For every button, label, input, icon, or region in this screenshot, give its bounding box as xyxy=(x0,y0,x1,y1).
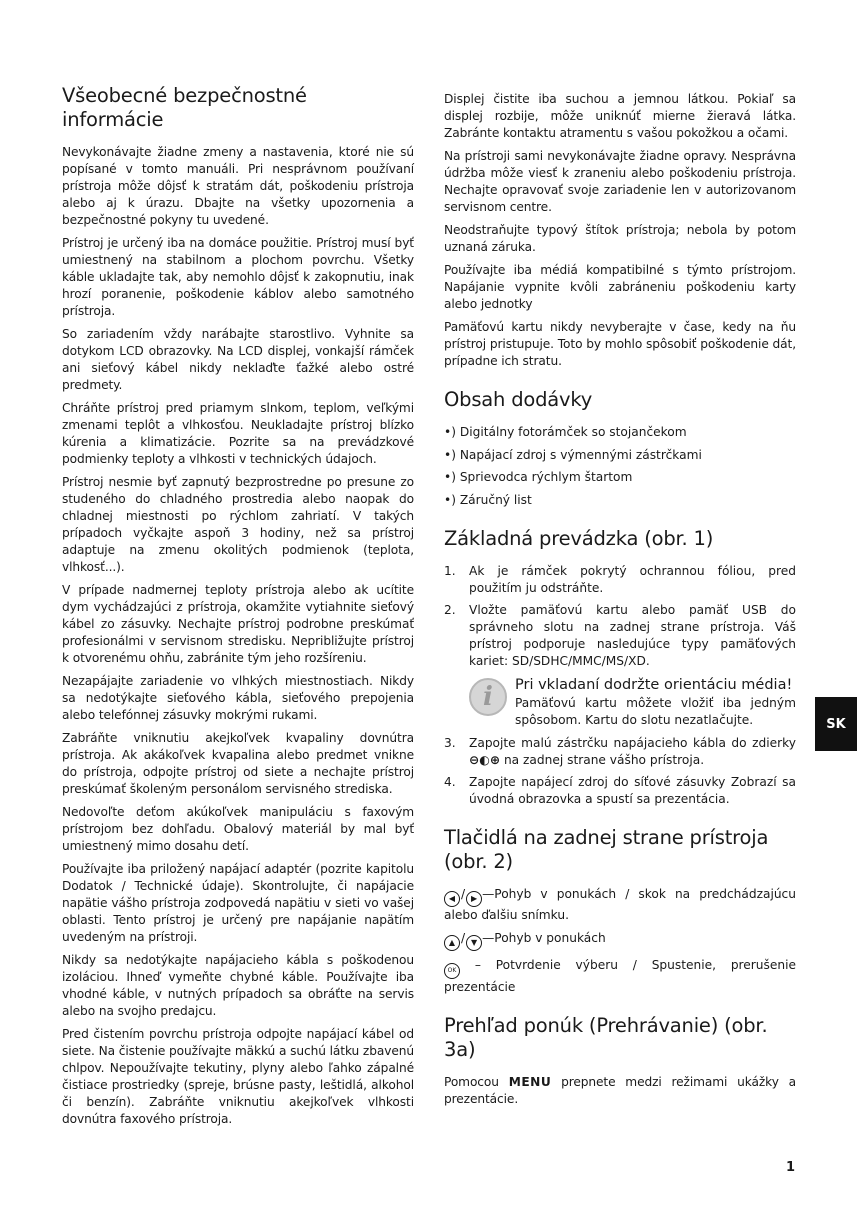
info-icon: i xyxy=(469,678,507,716)
step-text: Zapojte malú zástrčku napájacieho kábla do zdierky xyxy=(469,735,796,750)
step-number: 2. xyxy=(444,603,456,617)
down-button-icon: ▼ xyxy=(466,935,482,951)
menu-text: prepnete medzi režimami ukážky a prezentácie. xyxy=(444,1075,796,1106)
paragraph: V prípade nadmernej teploty prístroja alebo ak ucítite dym vychádzajúci z prístroja, okamžite vytiahnite sieťový kábel zo zásuvky. Nechajte prístroj podrobne preskúmať profesionálmi v servisnom stredisku. Nepribližujte prístroj k otvorenému ohňu, zabránite tým jeho rozšíreniu. xyxy=(62,583,414,665)
menu-keyword: MENU xyxy=(508,1075,552,1089)
paragraph: Neodstraňujte typový štítok prístroja; nebola by potom uznaná záruka. xyxy=(444,223,796,254)
button-description: – Potvrdenie výberu / Spustenie, prerušenie prezentácie xyxy=(444,958,796,994)
note-heading: Pri vkladaní dodržte orientáciu média! xyxy=(515,676,793,693)
button-description-row xyxy=(444,886,796,924)
step-text: Ak je rámček pokrytý ochrannou fóliou, pred použitím ju odstráňte. xyxy=(469,563,796,595)
steps-list xyxy=(444,563,796,671)
step-number: 1. xyxy=(444,563,456,578)
step-number: 4. xyxy=(444,775,456,789)
step-text: na zadnej strane vášho prístroja. xyxy=(503,752,705,767)
list-item: •) Napájací zdroj s výmennými zástrčkami xyxy=(444,447,702,462)
section-heading-menu: Prehľad ponúk (Prehrávanie) (obr. 3a) xyxy=(444,1014,768,1061)
paragraph: Nevykonávajte žiadne zmeny a nastavenia, ktoré nie sú popísané v tomto manuáli. Pri nesprávnom používaní prístroja môže dôjsť k stratám dát, poškodeniu prístroja alebo aj k úrazu. Dbajte na všetky upozornenia a bezpečnostné pokyny tu uvedené. xyxy=(62,145,414,227)
button-description: —Pohyb v ponukách xyxy=(482,931,606,945)
paragraph: Nikdy sa nedotýkajte napájacieho kábla s poškodenou izoláciou. Ihneď vymeňte chybné káble. Používajte iba vhodné káble, v nutných prípadoch sa obráťte na servis alebo na svojho predajcu. xyxy=(62,953,414,1018)
paragraph: Na prístroji sami nevykonávajte žiadne opravy. Nesprávna údržba môže viesť k zraneniu alebo poškodeniu prístroja. Nechajte opravovať svoje zariadenie len v autorizovanom servisnom centre. xyxy=(444,149,796,214)
list-item xyxy=(444,735,796,769)
right-button-icon: ▶ xyxy=(466,891,482,907)
paragraph: Nedovoľte deťom akúkoľvek manipuláciu s faxovým prístrojom bez dohľadu. Obalový materiál by mal byť umiestnený mimo dosahu detí. xyxy=(62,805,414,853)
step-text: Zapojte napájecí zdroj do síťové zásuvky Zobrazí sa úvodná obrazovka a spustí sa prezentácia. xyxy=(469,775,796,806)
steps-list-continued xyxy=(444,735,796,809)
contents-list xyxy=(444,424,796,509)
paragraph: Prístroj nesmie byť zapnutý bezprostredne po presune zo studeného do chladného prostredia alebo naopak do chladnej miestnosti po rýchlom zahriatí. V takých prípadoch vyčkajte aspoň 3 hodiny, než sa prístroj adaptuje na zmenu okolitých podmienok (teplota, vlhkosť...). xyxy=(62,475,414,574)
button-description-row xyxy=(444,957,796,996)
paragraph: Pred čistením povrchu prístroja odpojte napájací kábel od siete. Na čistenie používajte mäkkú a suchú látku zbavenú chlpov. Nepoužívajte tekutiny, plyny alebo ľahko zápalné čistiace prostriedky (spreje, brúsne pasty, leštidlá, alkohol či benzín). Zabráňte vniknutiu akejkoľvek vlhkosti dovnútra faxového prístroja. xyxy=(62,1027,414,1126)
left-button-icon: ◀ xyxy=(444,891,460,907)
info-note xyxy=(469,676,796,729)
note-text: Pamäťovú kartu môžete vložiť iba jedným spôsobom. Kartu do slotu nezatlačujte. xyxy=(515,695,796,727)
separator: / xyxy=(461,931,466,945)
ok-button-icon: OK xyxy=(444,963,460,979)
paragraph: Pamäťovú kartu nikdy nevyberajte v čase, kedy na ňu prístroj pristupuje. Toto by mohlo spôsobiť poškodenie dát, prípadne ich stratu. xyxy=(444,320,796,368)
list-item: •) Digitálny fotorámček so stojančekom xyxy=(444,425,687,439)
left-column xyxy=(62,84,414,1134)
step-text: Vložte pamäťovú kartu alebo pamäť USB do správneho slotu na zadnej strane prístroja. Váš prístroj podporuje nasledujúce typy pamäťových kariet: SD/SDHC/MMC/MS/XD. xyxy=(469,603,796,668)
polarity-symbol: ⊖◐⊕ xyxy=(469,752,501,767)
list-item: •) Sprievodca rýchlym štartom xyxy=(444,470,633,484)
list-item xyxy=(444,602,796,670)
button-description: —Pohyb v ponukách / skok na predchádzajúcu alebo ďalšiu snímku. xyxy=(444,887,796,922)
list-item xyxy=(444,774,796,808)
language-tab: SK xyxy=(815,697,857,751)
paragraph: Nezapájajte zariadenie vo vlhkých miestnostiach. Nikdy sa nedotýkajte sieťového kábla, sieťového prepojenia alebo telefónnej zásuvky mokrými rukami. xyxy=(62,674,414,722)
list-item: •) Záručný list xyxy=(444,492,532,507)
menu-text: Pomocou xyxy=(444,1075,509,1089)
paragraph: Používajte iba priložený napájací adaptér (pozrite kapitolu Dodatok / Technické údaje). Skontrolujte, či napájacie napätie vášho prístroja zodpovedá napätiu v sieti vo vašej oblasti. Tento prístroj je určený pre napájanie napätím uvedeným na prístroji. xyxy=(62,862,414,944)
list-item xyxy=(444,563,796,597)
paragraph xyxy=(444,1074,796,1108)
paragraph: Prístroj je určený iba na domáce použitie. Prístroj musí byť umiestnený na stabilnom a plochom povrchu. Všetky káble ukladajte tak, aby nemohlo dôjsť k zakopnutiu, inak hrozí poranenie, poškodenie káblov alebo samotného prístroja. xyxy=(62,236,414,318)
section-heading-safety: Všeobecné bezpečnostné informácie xyxy=(62,84,307,131)
paragraph: Zabráňte vniknutiu akejkoľvek kvapaliny dovnútra prístroja. Ak akákoľvek kvapalina alebo predmet vnikne do prístroja, odpojte prístroj od siete a nechajte prístroj preskúmať školeným personálom servisného strediska. xyxy=(62,731,414,796)
section-heading-basic-operation: Základná prevádzka (obr. 1) xyxy=(444,526,714,550)
section-heading-buttons: Tlačidlá na zadnej strane prístroja (obr. 2) xyxy=(444,826,769,873)
up-button-icon: ▲ xyxy=(444,935,460,951)
separator: / xyxy=(461,887,466,901)
right-column xyxy=(444,91,796,1114)
paragraph: Používajte iba médiá kompatibilné s týmto prístrojom. Napájanie vypnite kvôli zabráneniu poškodeniu karty alebo jednotky xyxy=(444,263,796,311)
paragraph: So zariadením vždy narábajte starostlivo. Vyhnite sa dotykom LCD obrazovky. Na LCD displej, vonkajší rámček ani sieťový kábel nikdy neklaďte ťažké alebo ostré predmety. xyxy=(62,327,414,392)
button-description-row xyxy=(444,930,796,951)
paragraph: Displej čistite iba suchou a jemnou látkou. Pokiaľ sa displej rozbije, môže uniknúť mierne žieravá látka. Zabránte kontaktu atramentu s vašou pokožkou a očami. xyxy=(444,92,796,140)
page-number: 1 xyxy=(786,1160,796,1175)
section-heading-contents: Obsah dodávky xyxy=(444,388,593,411)
step-number: 3. xyxy=(444,735,456,750)
paragraph: Chráňte prístroj pred priamym slnkom, teplom, veľkými zmenami teplôt a vlhkosťou. Neukladajte prístroj blízko kúrenia a klimatizácie. Pozrite sa na prevádzkové podmienky teploty a vlhkosti v technických údajoch. xyxy=(62,401,414,466)
